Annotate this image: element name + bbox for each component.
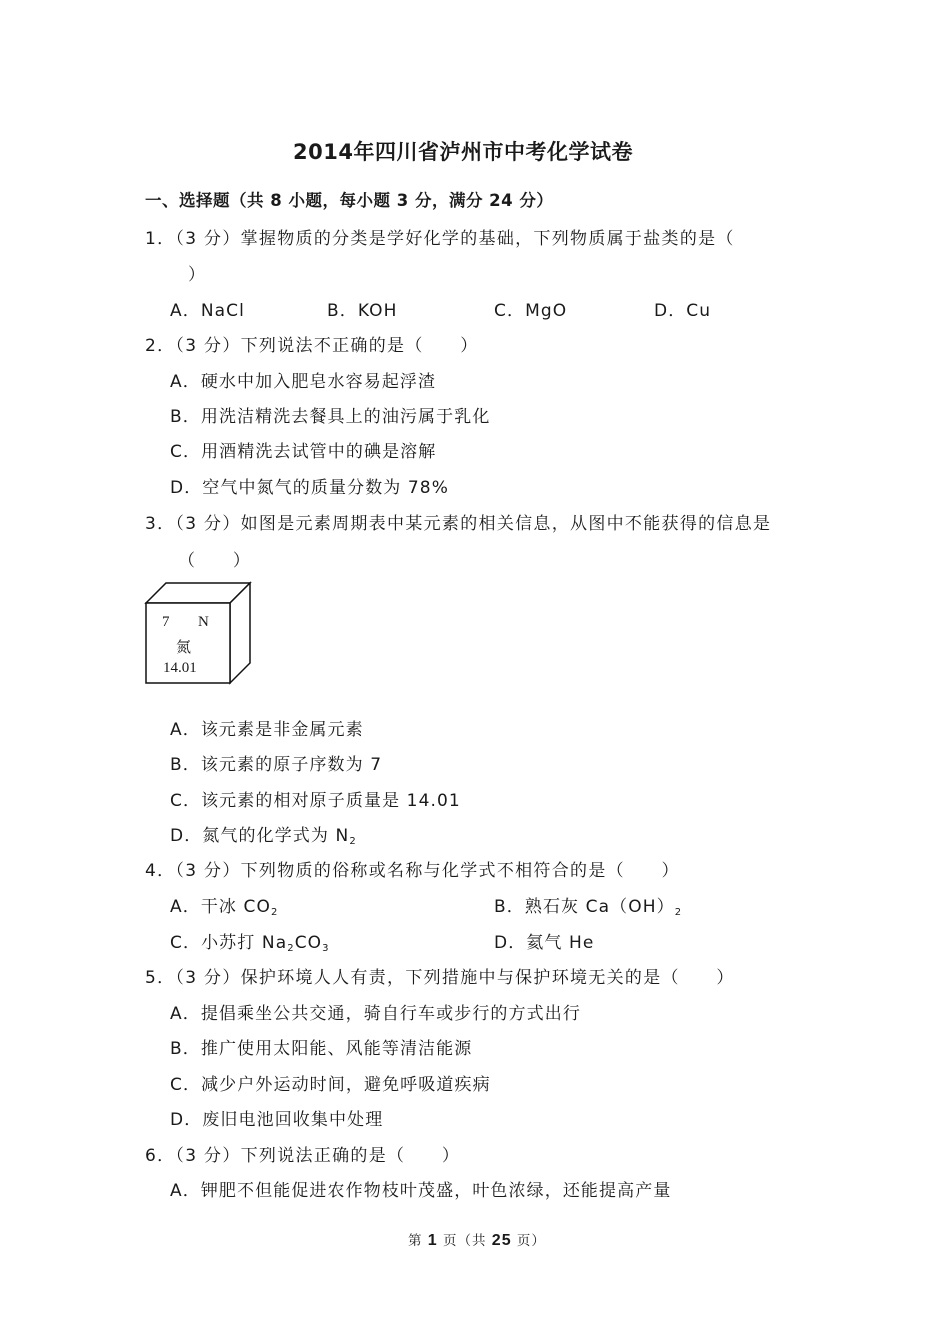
question-3-option-a: A．该元素是非金属元素 — [170, 720, 364, 740]
footer-page-number: 1 — [427, 1232, 438, 1249]
question-2-stem: 2．（3 分）下列说法不正确的是（ ） — [145, 336, 479, 356]
element-card-cube — [144, 581, 254, 687]
question-4-option-a — [170, 892, 278, 918]
question-5-option-b: B．推广使用太阳能、风能等清洁能源 — [170, 1039, 473, 1059]
question-3-option-c: C．该元素的相对原子质量是 14.01 — [170, 791, 461, 811]
question-2-option-b: B．用洗洁精洗去餐具上的油污属于乳化 — [170, 407, 491, 427]
question-4-stem: 4．（3 分）下列物质的俗称或名称与化学式不相符合的是（ ） — [145, 861, 680, 881]
question-3-option-d — [170, 821, 357, 847]
section-heading: 一、选择题（共 8 小题，每小题 3 分，满分 24 分） — [145, 191, 554, 210]
element-name: 氮 — [176, 638, 192, 656]
question-4-option-b — [494, 892, 682, 918]
footer-pre: 第 — [408, 1233, 423, 1249]
question-4-option-c-text-2: CO — [294, 933, 323, 953]
footer-total-pages: 25 — [491, 1232, 512, 1249]
element-atomic-number: 7 — [162, 614, 170, 630]
question-3-option-d-text: D．氮气的化学式为 N — [170, 826, 350, 846]
subscript: 2 — [674, 907, 683, 918]
question-2-option-a: A．硬水中加入肥皂水容易起浮渣 — [170, 372, 437, 392]
question-1-option-c: C．MgO — [494, 301, 568, 321]
question-1-stem-cont: ） — [188, 265, 207, 285]
footer-post: 页） — [516, 1233, 546, 1249]
question-4-option-b-text: B．熟石灰 Ca（OH） — [494, 897, 675, 917]
question-3-stem: 3．（3 分）如图是元素周期表中某元素的相关信息，从图中不能获得的信息是 — [145, 514, 772, 534]
subscript: 2 — [270, 907, 279, 918]
subscript: 2 — [349, 836, 357, 847]
question-4-option-c-text: C．小苏打 Na — [170, 933, 288, 953]
element-atomic-mass: 14.01 — [163, 660, 197, 676]
question-4-option-d: D．氦气 He — [494, 933, 595, 953]
question-2-option-c: C．用酒精洗去试管中的碘是溶解 — [170, 442, 437, 462]
question-5-option-d: D．废旧电池回收集中处理 — [170, 1110, 384, 1130]
question-1-option-d: D．Cu — [654, 301, 712, 321]
question-2-option-d: D．空气中氮气的质量分数为 78% — [170, 478, 449, 498]
page-title: 2014年四川省泸州市中考化学试卷 — [293, 140, 633, 164]
element-card-figure — [144, 581, 254, 691]
question-1-stem: 1．（3 分）掌握物质的分类是学好化学的基础，下列物质属于盐类的是（ — [145, 229, 735, 249]
footer-mid: 页（共 — [443, 1233, 487, 1249]
question-5-stem: 5．（3 分）保护环境人人有责，下列措施中与保护环境无关的是（ ） — [145, 968, 735, 988]
question-3-stem-cont: （ ） — [178, 551, 252, 571]
question-1-option-a: A．NaCl — [170, 301, 245, 321]
subscript: 3 — [322, 943, 330, 954]
question-6-option-a: A．钾肥不但能促进农作物枝叶茂盛，叶色浓绿，还能提高产量 — [170, 1181, 672, 1201]
question-1-option-b: B．KOH — [327, 301, 398, 321]
question-5-option-c: C．减少户外运动时间，避免呼吸道疾病 — [170, 1075, 491, 1095]
question-4-option-c — [170, 928, 330, 954]
page-footer — [408, 1229, 546, 1250]
question-5-option-a: A．提倡乘坐公共交通，骑自行车或步行的方式出行 — [170, 1004, 581, 1024]
question-4-option-a-text: A．干冰 CO — [170, 897, 271, 917]
question-3-option-b: B．该元素的原子序数为 7 — [170, 755, 383, 775]
subscript: 2 — [287, 943, 295, 954]
question-6-stem: 6．（3 分）下列说法正确的是（ ） — [145, 1146, 461, 1166]
element-symbol: N — [198, 614, 209, 630]
